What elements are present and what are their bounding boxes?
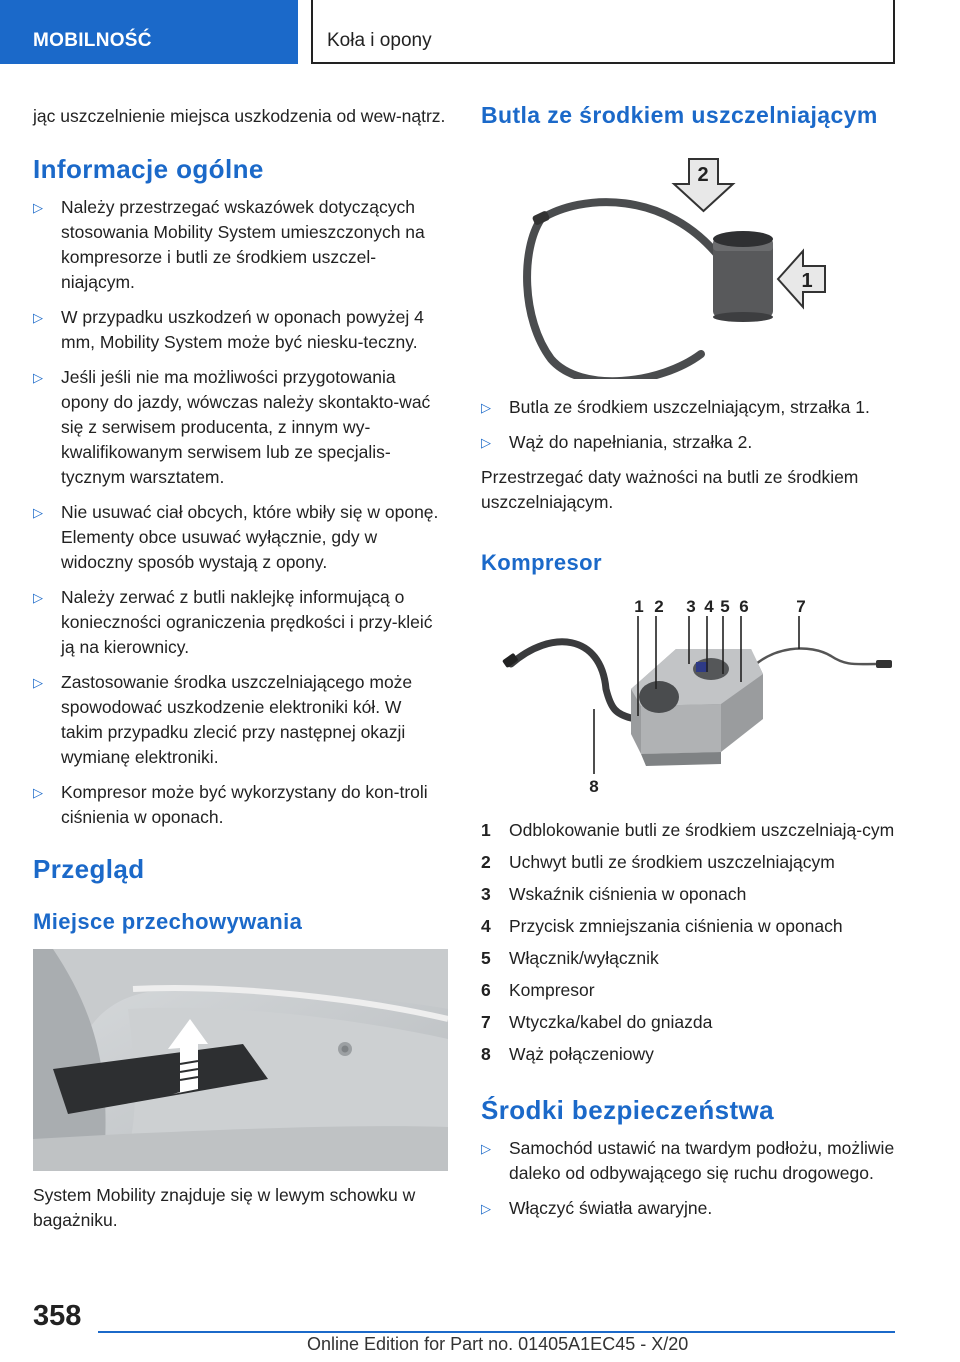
list-item: 4 Przycisk zmniejszania ciśnienia w oponach	[481, 916, 843, 936]
chapter-title: Koła i opony	[311, 0, 895, 64]
list-item: 5 Włącznik/wyłącznik	[481, 948, 659, 968]
compressor-callout-1: 1	[634, 597, 644, 616]
footer-edition: Online Edition for Part no. 01405A1EC45 - X/20	[307, 1334, 689, 1354]
list-item: ▷ Należy przestrzegać wskazówek dotyczących stosowania Mobility System umieszczonych na kompresorze i butli ze środkiem uszczel-niającym.	[33, 197, 425, 292]
list-item: ▷ Nie usuwać ciał obcych, które wbiły się w oponę. Elementy obce usuwać wyłącznie, gdy w widoczny sposób wystają z opony.	[33, 502, 439, 572]
bottle-note: Przestrzegać daty ważności na butli ze środkiem uszczelniającym.	[481, 467, 859, 512]
bottle-heading: Butla ze środkiem uszczelniającym	[481, 102, 878, 128]
storage-heading: Miejsce przechowywania	[33, 909, 303, 934]
trunk-storage-photo	[33, 949, 448, 1171]
triangle-bullet-icon: ▷	[481, 435, 491, 450]
bottle-list	[481, 395, 901, 455]
compressor-figure	[481, 594, 896, 804]
general-info-heading: Informacje ogólne	[33, 154, 264, 184]
safety-list	[481, 1136, 901, 1221]
list-item: ▷ Kompresor może być wykorzystany do kon-troli ciśnienia w oponach.	[33, 782, 428, 827]
compressor-callout-6: 6	[739, 597, 749, 616]
triangle-bullet-icon: ▷	[33, 310, 43, 325]
general-info-list	[33, 195, 448, 830]
list-item: 1 Odblokowanie butli ze środkiem uszczelniają-cym	[481, 820, 895, 840]
right-column	[481, 100, 901, 1231]
list-item: 3 Wskaźnik ciśnienia w oponach	[481, 884, 747, 904]
bottle-callout-2: 2	[697, 164, 709, 186]
list-item: 7 Wtyczka/kabel do gniazda	[481, 1012, 713, 1032]
page-number: 358	[33, 1300, 82, 1332]
triangle-bullet-icon: ▷	[33, 370, 43, 385]
triangle-bullet-icon: ▷	[481, 400, 491, 415]
left-column	[33, 100, 448, 1233]
list-item: 6 Kompresor	[481, 980, 595, 1000]
triangle-bullet-icon: ▷	[33, 200, 43, 215]
bottle-callout-1: 1	[801, 270, 813, 292]
storage-caption: System Mobility znajduje się w lewym schowku w bagażniku.	[33, 1185, 416, 1230]
list-item: ▷ Samochód ustawić na twardym podłożu, możliwie daleko od odbywającego się ruchu drogowego.	[481, 1138, 895, 1183]
compressor-callout-4: 4	[704, 597, 714, 616]
compressor-callout-5: 5	[720, 597, 730, 616]
list-item: 2 Uchwyt butli ze środkiem uszczelniającym	[481, 852, 835, 872]
list-item: ▷ Włączyć światła awaryjne.	[481, 1196, 901, 1221]
intro-text: jąc uszczelnienie miejsca uszkodzenia od wew-nątrz.	[33, 106, 446, 126]
compressor-parts-list	[481, 818, 901, 1067]
triangle-bullet-icon: ▷	[33, 785, 43, 800]
list-item: ▷ Należy zerwać z butli naklejkę informującą o konieczności ograniczenia prędkości i przy-kleić ją na kierownicy.	[33, 587, 433, 657]
sealant-bottle-figure	[481, 139, 896, 379]
compressor-callout-8: 8	[589, 777, 599, 796]
triangle-bullet-icon: ▷	[33, 590, 43, 605]
section-tab[interactable]: MOBILNOŚĆ	[0, 0, 298, 64]
compressor-heading: Kompresor	[481, 550, 602, 575]
overview-heading: Przegląd	[33, 854, 145, 884]
footer-divider	[98, 1331, 895, 1333]
list-item: ▷ Butla ze środkiem uszczelniającym, strzałka 1.	[481, 395, 901, 420]
list-item: ▷ Wąż do napełniania, strzałka 2.	[481, 430, 901, 455]
compressor-callout-7: 7	[796, 597, 806, 616]
list-item: 8 Wąż połączeniowy	[481, 1044, 654, 1064]
list-item: ▷ Jeśli jeśli nie ma możliwości przygotowania opony do jazdy, wówczas należy skontakto-wać się z serwisem producenta, z innym wy-kwalifikowanym serwisem lub ze specjalis-tycznym warsztatem.	[33, 367, 431, 487]
list-item: ▷ Zastosowanie środka uszczelniającego może spowodować uszkodzenie elektroniki kół. W takim przypadku zlecić przy następnej okazji wymianę elektroniki.	[33, 672, 413, 767]
list-item: ▷ W przypadku uszkodzeń w oponach powyżej 4 mm, Mobility System może być niesku-teczny.	[33, 307, 424, 352]
compressor-callout-2: 2	[654, 597, 664, 616]
triangle-bullet-icon: ▷	[33, 675, 43, 690]
triangle-bullet-icon: ▷	[481, 1141, 491, 1156]
compressor-callout-3: 3	[686, 597, 696, 616]
triangle-bullet-icon: ▷	[481, 1201, 491, 1216]
triangle-bullet-icon: ▷	[33, 505, 43, 520]
safety-heading: Środki bezpieczeństwa	[481, 1095, 775, 1125]
